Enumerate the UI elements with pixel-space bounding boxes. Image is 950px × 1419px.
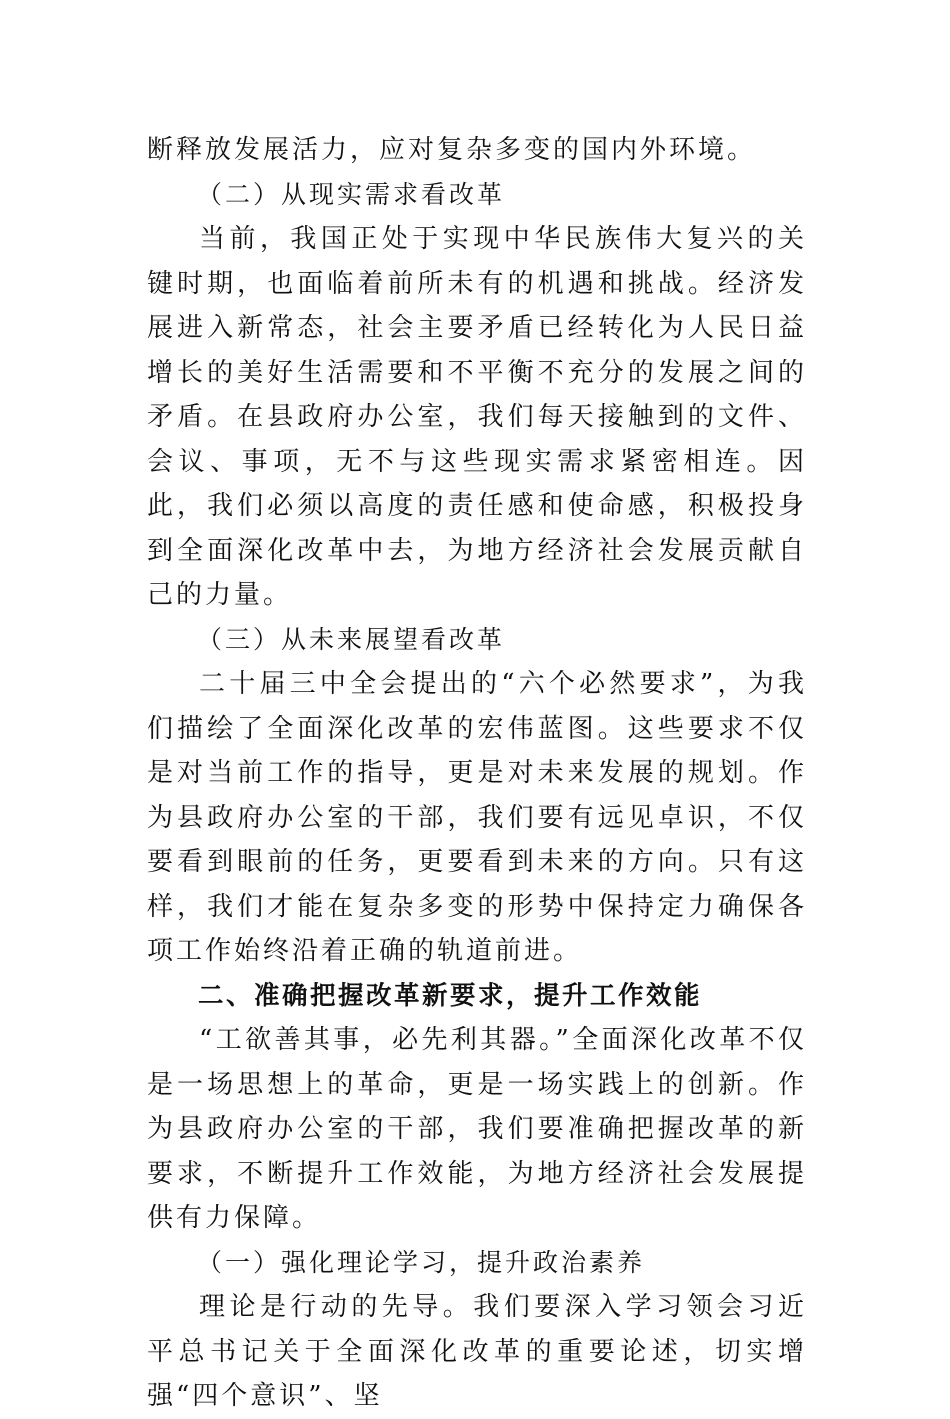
body-paragraph: 理论是行动的先导。我们要深入学习领会习近平总书记关于全面深化改革的重要论述，切实增强“四个意识”、坚 <box>147 1292 807 1411</box>
body-paragraph: “工欲善其事，必先利其器。”全面深化改革不仅是一场思想上的革命，更是一场实践上的创新。作为县政府办公室的干部，我们要准确把握改革的新要求，不断提升工作效能，为地方经济社会发展提供有力保障。 <box>147 1025 807 1233</box>
subheading: （三）从未来展望看改革 <box>197 624 506 654</box>
section-heading: 二、准确把握改革新要求，提升工作效能 <box>198 980 703 1011</box>
body-paragraph: 二十届三中全会提出的“六个必然要求”，为我们描绘了全面深化改革的宏伟蓝图。这些要求不仅是对当前工作的指导，更是对未来发展的规划。作为县政府办公室的干部，我们要有远见卓识，不仅要看到眼前的任务，更要看到未来的方向。只有这样，我们才能在复杂多变的形势中保持定力确保各项工作始终沿着正确的轨道前进。 <box>147 669 807 966</box>
subheading: （二）从现实需求看改革 <box>197 179 506 209</box>
body-paragraph: 当前，我国正处于实现中华民族伟大复兴的关键时期，也面临着前所未有的机遇和挑战。经济发展进入新常态，社会主要矛盾已经转化为人民日益增长的美好生活需要和不平衡不充分的发展之间的矛盾。在县政府办公室，我们每天接触到的文件、会议、事项，无不与这些现实需求紧密相连。因此，我们必须以高度的责任感和使命感，积极投身到全面深化改革中去，为地方经济社会发展贡献自己的力量。 <box>147 224 807 610</box>
body-paragraph: 断释放发展活力，应对复杂多变的国内外环境。 <box>147 135 757 165</box>
subheading: （一）强化理论学习，提升政治素养 <box>197 1247 646 1277</box>
document-body <box>147 128 807 1419</box>
